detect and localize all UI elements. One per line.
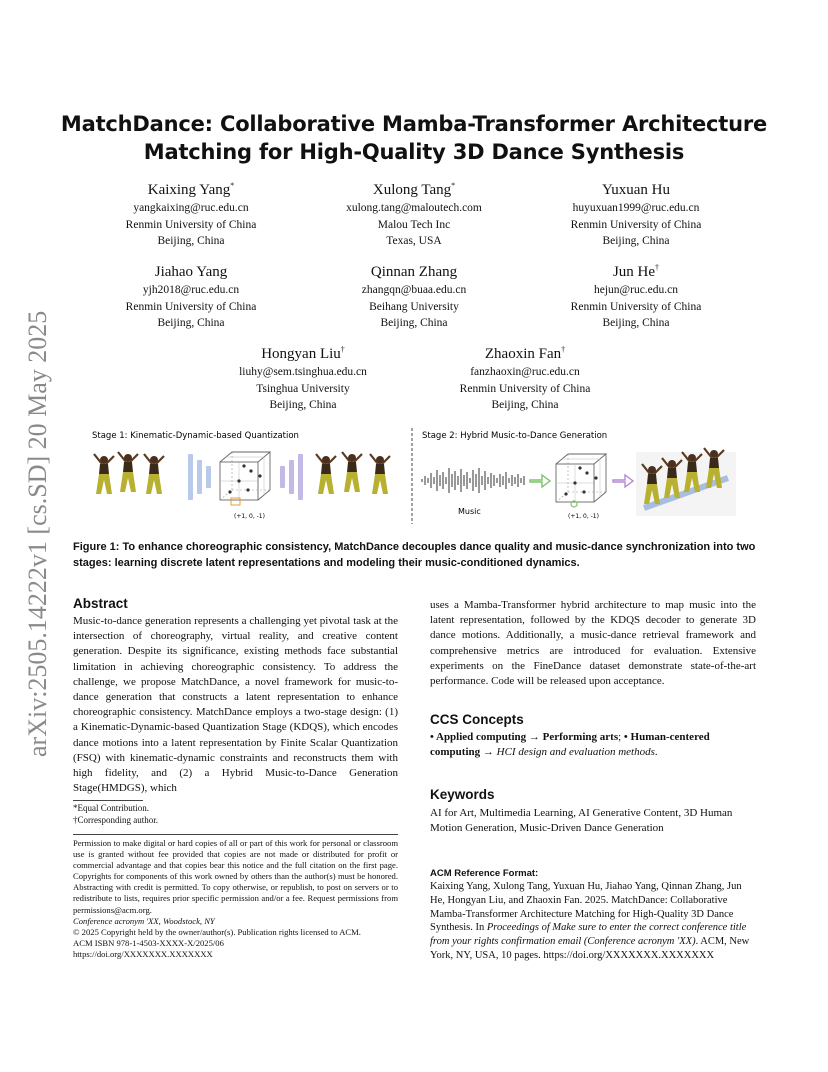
author-email: huyuxuan1999@ruc.edu.cn [572,202,700,214]
doi-link[interactable]: https://doi.org/XXXXXXX.XXXXXXX [73,948,213,959]
ccs-end: . [654,746,658,759]
decode-arrow [613,475,633,487]
title-line-1: MatchDance: Collaborative Mamba-Transformer Architecture [60,112,768,136]
author-name: Yuxuan Hu [602,182,670,198]
permission-block [73,838,398,960]
paper-title [60,110,768,166]
author-location: Beijing, China [380,317,448,329]
arxiv-text: arXiv:2505.14222v1 [cs.SD] 20 May 2025 [23,310,52,757]
music-label: Music [458,507,481,516]
author-location: Beijing, China [602,317,670,329]
isbn-line: ACM ISBN 978-1-4503-XXXX-X/2025/06 [73,937,224,948]
copyright-line: © 2025 Copyright held by the owner/author(s). Publication rights licensed to ACM. [73,926,361,937]
generated-dance-sequence [636,448,736,516]
keywords-heading: Keywords [430,787,495,802]
music-waveform [422,468,524,493]
reference-publisher: . ACM, New York, NY, USA, 10 pages. https://doi.org/XXXXXXX.XXXXXXX [430,936,750,961]
author-mark: † [655,263,660,272]
encoder-icon [188,454,211,500]
keywords-text: AI for Art, Multimedia Learning, AI Generative Content, 3D Human Motion Generation, Music-Driven Dance Generation [430,807,733,835]
author-email: yangkaixing@ruc.edu.cn [133,202,249,214]
author-affiliation: Renmin University of China [570,300,702,313]
author-block [304,258,524,332]
author-name: Xulong Tang [372,182,452,198]
fsq-codebook-icon [220,452,270,500]
music-arrow [530,475,550,487]
author-affiliation: Beihang University [369,300,459,313]
author-block [193,340,413,414]
ccs-concept-3: HCI design and evaluation methods [496,746,655,759]
stage1-label: Stage 1: Kinematic-Dynamic-based Quantization [92,431,299,441]
author-affiliation: Renmin University of China [125,218,257,231]
reference-authors-title: Kaixing Yang, Xulong Tang, Yuxuan Hu, Jiahao Yang, Qinnan Zhang, Jun He, Hongyan Liu, and Zhaoxin Fan. 2025. MatchDance: Collaborative Mamba-Transformer Architecture Matching for High-Quality 3D Dance Synthesis. In [430,881,742,934]
code-label-1: (+1, 0, -1) [234,513,265,520]
author-email: liuhy@sem.tsinghua.edu.cn [239,366,367,378]
codebook-icon-stage2 [556,454,606,502]
author-name: Jiahao Yang [154,264,228,280]
decoder-icon [280,454,303,500]
stage2-label: Stage 2: Hybrid Music-to-Dance Generation [422,431,608,441]
author-name: Hongyan Liu [261,346,341,362]
abstract-heading: Abstract [73,596,128,611]
author-location: Beijing, China [269,399,337,411]
author-mark: * [230,181,235,190]
author-name: Kaixing Yang [147,182,231,198]
title-line-2: Matching for High-Quality 3D Dance Synthesis [143,140,685,164]
footnote-rule [73,800,143,801]
author-block [526,176,746,250]
footnote-corresponding: †Corresponding author. [73,814,158,825]
author-location: Texas, USA [386,235,442,247]
author-affiliation: Tsinghua University [256,382,350,395]
ccs-heading: CCS Concepts [430,712,524,727]
author-mark: † [340,345,345,354]
figure-caption: Figure 1: To enhance choreographic consistency, MatchDance decouples dance quality and music-dance synchronization into two stages: learning discrete latent representations and modeling their music-conditioned dynamics. [73,541,756,569]
ccs-concept-2: • Human-centered computing [430,731,710,759]
reference-proceedings: Proceedings of Make sure to enter the correct conference title from your rights confirmation email (Conference acronym 'XX) [430,922,747,948]
conference-line: Conference acronym 'XX, Woodstock, NY [73,915,215,926]
author-block [415,340,635,414]
abstract-text-right: uses a Mamba-Transformer hybrid architecture to map music into the latent representation, followed by the KDQS decoder to generate 3D dance motions. Additionally, a music-dance retrieval framework and comprehensive metrics are introduced for evaluation. Extensive experiments on the FineDance dataset demonstrate state-of-the-art performance. Code will be released upon acceptance. [430,599,756,688]
author-location: Beijing, China [157,235,225,247]
reconstructed-dancers [316,452,390,494]
footnote-equal: *Equal Contribution. [73,803,149,813]
author-location: Beijing, China [602,235,670,247]
author-block [526,258,746,332]
author-email: hejun@ruc.edu.cn [593,284,679,296]
reference-format-heading: ACM Reference Format: [430,868,539,879]
author-email: xulong.tang@maloutech.com [346,202,482,214]
author-affiliation: Renmin University of China [570,218,702,231]
ccs-concept-1: • Applied computing → Performing arts [430,731,619,743]
author-location: Beijing, China [157,317,225,329]
author-mark: † [561,345,566,354]
author-affiliation: Malou Tech Inc [377,218,451,231]
abstract-text-left: Music-to-dance generation represents a challenging yet pivotal task at the intersection of choreography, virtual reality, and creative content generation. Despite its significance, existing methods face substantial limitation in achieving choreographic consistency. To address the challenge, we propose MatchDance, a novel framework for music-to-dance generation that constructs a latent representation to enhance choreographic consistency. MatchDance employs a two-stage design: (1) a Kinematic-Dynamic-based Quantization Stage (KDQS), which encodes dance motions into a latent representation by Finite Scalar Quantization (FSQ) with kinematic-dynamic constraints and reconstructs them with high fidelity, and (2) a Hybrid Music-to-Dance Generation Stage(HMDGS), which [73,615,398,795]
reference-format [430,880,756,963]
arxiv-identifier [14,281,54,761]
teaser-figure [88,424,738,524]
author-email: yjh2018@ruc.edu.cn [142,284,240,296]
author-block [304,176,524,250]
author-location: Beijing, China [491,399,559,411]
author-affiliation: Renmin University of China [125,300,257,313]
author-affiliation: Renmin University of China [459,382,591,395]
author-email: zhangqn@buaa.edu.cn [361,284,467,296]
input-dancers [94,452,164,494]
author-name: Jun He [612,264,656,280]
ccs-concepts [430,730,756,760]
footnotes [73,803,398,826]
ccs-arrow: → [480,746,497,759]
ccs-separator: ; [618,731,624,743]
author-block [81,258,301,332]
permission-text: Permission to make digital or hard copies of all or part of this work for personal or classroom use is granted without fee provided that copies are not made or distributed for profit or commercial advantage and that copies bear this notice and the full citation on the first page. Copyrights for components of this work owned by others than the author(s) must be honored. Abstracting with credit is permitted. To copy otherwise, or republish, to post on servers or to redistribute to lists, requires prior specific permission and/or a fee. Request permissions from permissions@acm.org. [73,838,398,915]
permission-rule [73,834,398,835]
code-highlight [231,498,240,505]
author-name: Qinnan Zhang [370,264,458,280]
author-mark: * [451,181,456,190]
author-name: Zhaoxin Fan [484,346,562,362]
author-email: fanzhaoxin@ruc.edu.cn [470,366,580,378]
author-block [81,176,301,250]
code-label-2: (+1, 0, -1) [568,513,599,520]
